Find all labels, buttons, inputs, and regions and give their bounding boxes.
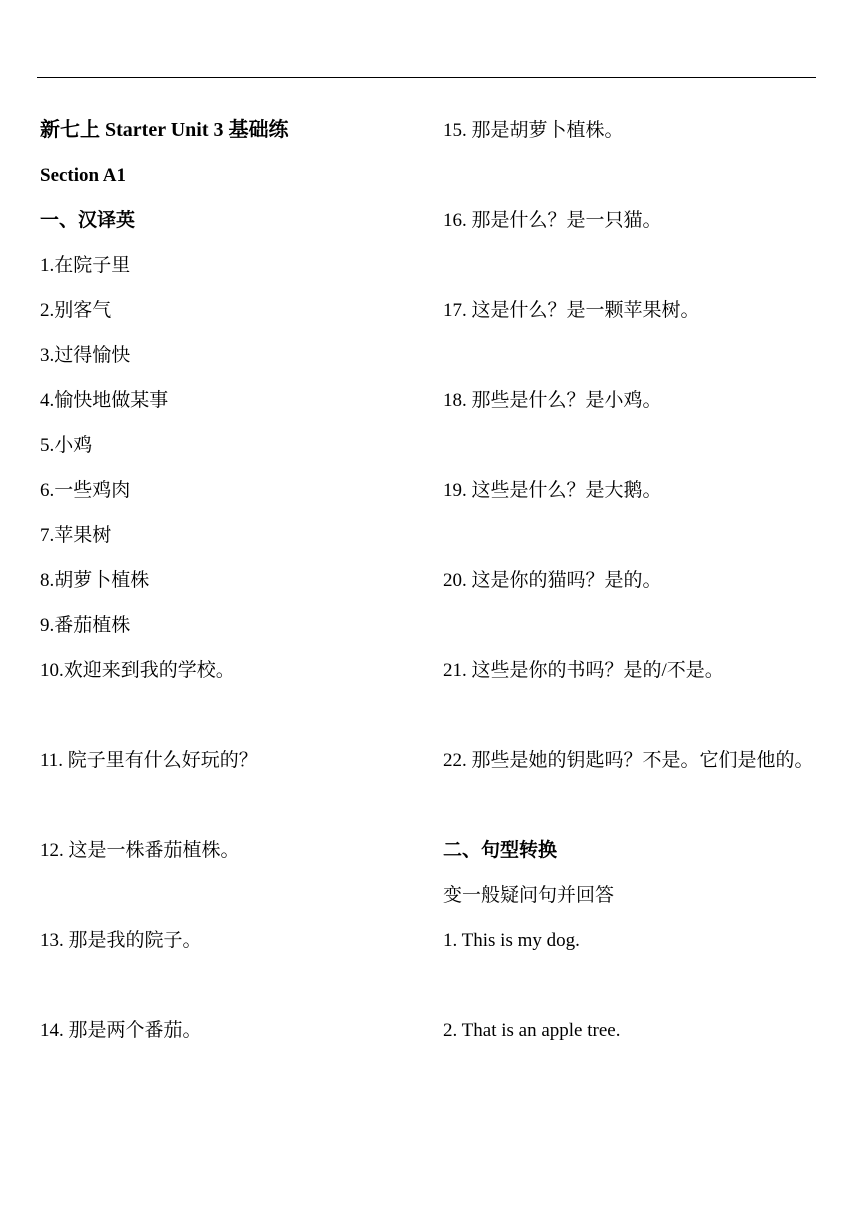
exercise-item-2: 2.别客气 <box>40 300 112 321</box>
left-column <box>40 108 430 1053</box>
exercise-item-10: 10.欢迎来到我的学校。 <box>40 660 235 681</box>
exercise-item-21: 21. 这些是你的书吗？是的/不是。 <box>443 660 724 681</box>
part2-heading: 二、句型转换 <box>443 840 558 861</box>
exercise-item-1: 1.在院子里 <box>40 255 131 276</box>
worksheet-title: 新七上 Starter Unit 3 基础练 <box>40 119 289 141</box>
exercise-item-17: 17. 这是什么？是一颗苹果树。 <box>443 300 700 321</box>
exercise-item-7: 7.苹果树 <box>40 525 112 546</box>
right-column <box>443 108 853 1053</box>
transform-item-1: 1. This is my dog. <box>443 930 580 951</box>
part2-instruction: 变一般疑问句并回答 <box>443 885 615 906</box>
exercise-item-6: 6.一些鸡肉 <box>40 480 131 501</box>
exercise-item-20: 20. 这是你的猫吗？是的。 <box>443 570 662 591</box>
exercise-item-4: 4.愉快地做某事 <box>40 390 169 411</box>
exercise-item-15: 15. 那是胡萝卜植株。 <box>443 120 624 141</box>
exercise-item-18: 18. 那些是什么？是小鸡。 <box>443 390 662 411</box>
exercise-item-3: 3.过得愉快 <box>40 345 131 366</box>
exercise-item-12: 12. 这是一株番茄植株。 <box>40 840 240 861</box>
exercise-item-13: 13. 那是我的院子。 <box>40 930 202 951</box>
header-rule <box>37 77 816 78</box>
transform-item-2: 2. That is an apple tree. <box>443 1020 621 1041</box>
exercise-item-14: 14. 那是两个番茄。 <box>40 1020 202 1041</box>
exercise-item-19: 19. 这些是什么？是大鹅。 <box>443 480 662 501</box>
exercise-item-16: 16. 那是什么？是一只猫。 <box>443 210 662 231</box>
exercise-item-5: 5.小鸡 <box>40 435 93 456</box>
part1-heading: 一、汉译英 <box>40 210 136 231</box>
exercise-item-9: 9.番茄植株 <box>40 615 131 636</box>
exercise-item-8: 8.胡萝卜植株 <box>40 570 150 591</box>
section-label: Section A1 <box>40 165 127 186</box>
exercise-item-22: 22. 那些是她的钥匙吗？不是。它们是他的。 <box>443 750 814 771</box>
exercise-item-11: 11. 院子里有什么好玩的？ <box>40 750 258 771</box>
